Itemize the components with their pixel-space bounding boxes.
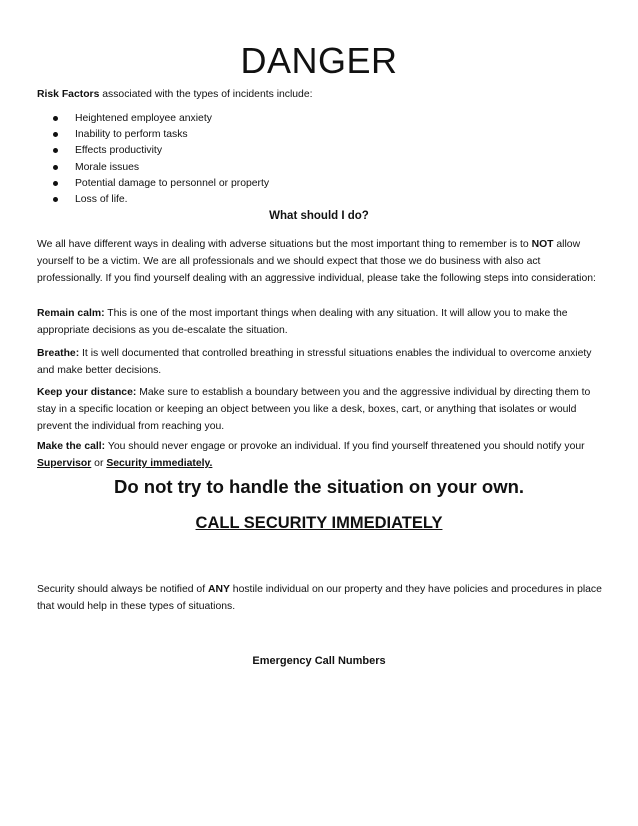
emergency-numbers-heading: Emergency Call Numbers (252, 655, 386, 667)
intro-text: We all have different ways in dealing with adverse situations but the most important thing to remember is to (37, 239, 532, 250)
step-text: This is one of the most important things when dealing with any situation. It will allow you to make the appropriate decisions as you de-escalate the situation. (37, 308, 568, 336)
security-note (37, 581, 602, 615)
risk-factors-intro (37, 86, 602, 103)
list-item (52, 176, 572, 192)
risk-factors-label: Risk Factors (37, 89, 100, 100)
list-item (52, 127, 572, 143)
list-item-text: Effects productivity (75, 145, 163, 157)
security-text: Security immediately. (106, 458, 213, 469)
or-text: or (91, 458, 107, 469)
step-text: You should never engage or provoke an individual. If you find yourself threatened you should notify your (105, 441, 585, 452)
step-make-call (37, 438, 602, 472)
intro-paragraph (37, 236, 602, 287)
list-item-text: Loss of life. (75, 194, 128, 206)
list-item (52, 111, 572, 127)
bullet-icon (53, 148, 58, 153)
step-label: Make the call: (37, 441, 106, 452)
list-item (52, 192, 572, 208)
step-remain-calm (37, 305, 602, 339)
list-item-text: Inability to perform tasks (75, 129, 188, 141)
step-label: Remain calm: (37, 308, 105, 319)
page-title: DANGER (240, 40, 398, 81)
step-text: It is well documented that controlled breathing in stressful situations enables the individual to overcome anxiety and make better decisions. (37, 348, 592, 376)
call-security-heading (0, 514, 638, 533)
risk-factors-text: associated with the types of incidents include: (99, 89, 313, 100)
step-breathe (37, 345, 602, 379)
bullet-icon (53, 132, 58, 137)
list-item-text: Morale issues (75, 161, 140, 173)
step-text: Make sure to establish a boundary between you and the aggressive individual by directing them to stay in a specific location or keeping an object between you like a desk, boxes, cart, or anything that isolates or would prevent the individual from reaching you. (37, 387, 591, 432)
bullet-icon (53, 165, 58, 170)
warning-heading: Do not try to handle the situation on your own. (113, 476, 525, 497)
supervisor-text: Supervisor (37, 458, 92, 469)
list-item-text: Heightened employee anxiety (75, 113, 212, 124)
call-security-text: CALL SECURITY IMMEDIATELY (195, 514, 443, 532)
list-item (52, 143, 572, 159)
step-label: Breathe: (37, 348, 80, 359)
note-text: Security should always be notified of (37, 584, 208, 595)
risk-factors-list (52, 111, 572, 208)
bullet-icon (53, 116, 58, 121)
intro-text-rest: allow yourself to be a victim. We are all professionals and we should expect that those we do business with also act professionally. If you find yourself dealing with an aggressive individual, please take the following steps into consideration: (37, 239, 596, 284)
section-heading: What should I do? (269, 210, 369, 222)
intro-emphasis: NOT (531, 239, 554, 250)
step-keep-distance (37, 384, 602, 435)
note-text-rest: hostile individual on our property and they have policies and procedures in place that would help in these types of situations. (37, 584, 602, 612)
step-label: Keep your distance: (37, 387, 137, 398)
list-item-text: Potential damage to personnel or property (75, 177, 270, 189)
bullet-icon (53, 181, 58, 186)
list-item (52, 160, 572, 176)
note-emphasis: ANY (207, 584, 230, 595)
bullet-icon (53, 197, 58, 202)
